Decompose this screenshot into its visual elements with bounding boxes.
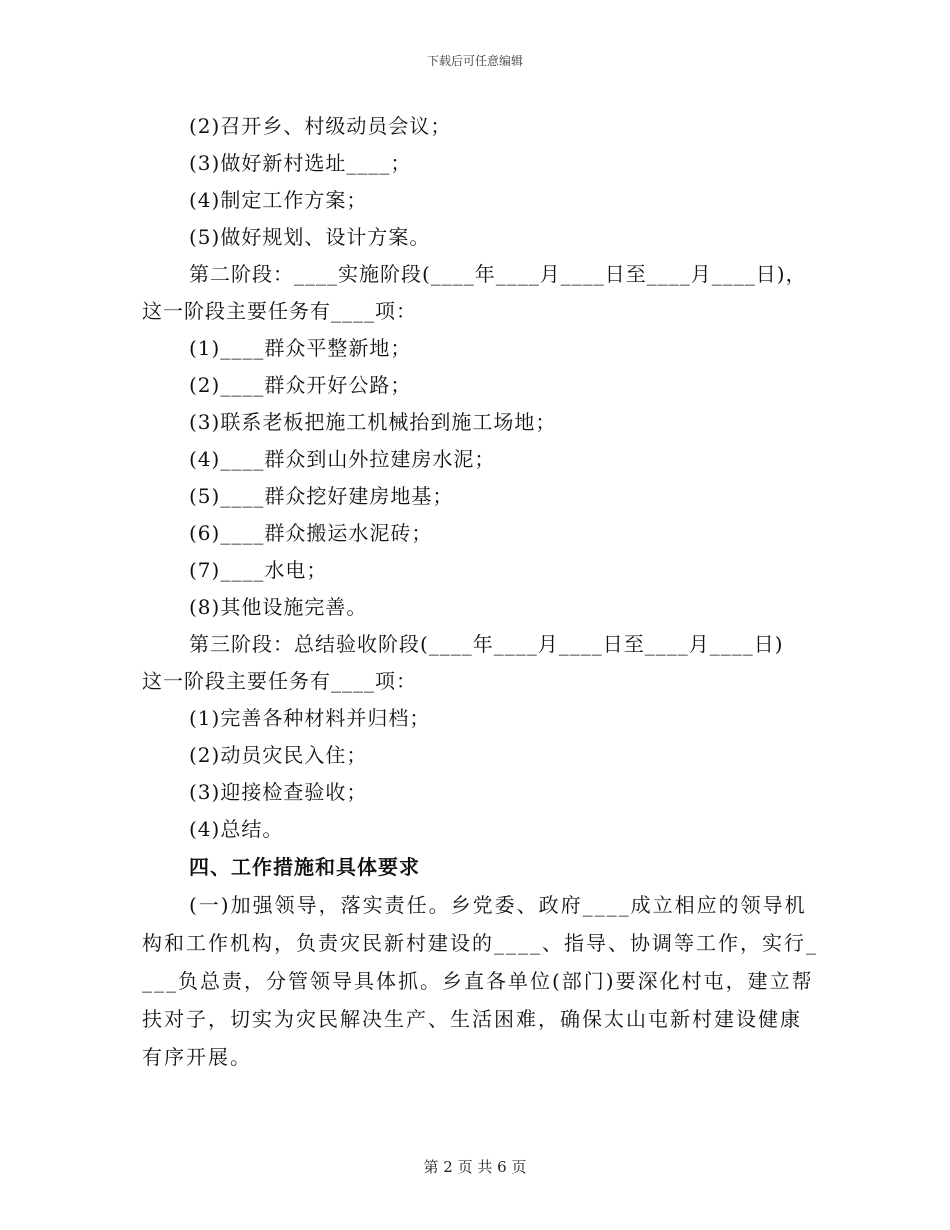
list-item: (1)完善各种材料并归档； xyxy=(189,706,431,730)
list-item: (4)制定工作方案； xyxy=(189,188,368,212)
stage-summary: 这一阶段主要任务有____项： xyxy=(142,669,417,693)
list-item: (1)____群众平整新地； xyxy=(189,336,412,360)
section-heading: 四、工作措施和具体要求 xyxy=(189,855,420,879)
page-footer: 第 2 页 共 6 页 xyxy=(423,1158,527,1176)
list-item: (2)召开乡、村级动员会议； xyxy=(189,114,452,138)
list-item: (5)____群众挖好建房地基； xyxy=(189,484,454,508)
paragraph-line: ___负总责，分管领导具体抓。乡直各单位(部门)要深化村屯，建立帮 xyxy=(142,969,814,993)
paragraph-line: 有序开展。 xyxy=(142,1045,252,1069)
list-item: (7)____水电； xyxy=(189,558,328,582)
list-item: (6)____群众搬运水泥砖； xyxy=(189,521,433,545)
list-item: (5)做好规划、设计方案。 xyxy=(189,225,431,249)
list-item: (2)____群众开好公路； xyxy=(189,373,412,397)
list-item: (4)总结。 xyxy=(189,817,284,841)
stage-heading: 第三阶段：总结验收阶段(____年____月____日至____月____日) xyxy=(189,632,784,656)
stage-heading: 第二阶段：____实施阶段(____年____月____日至____月____日)， xyxy=(189,262,807,286)
list-item: (2)动员灾民入住； xyxy=(189,743,368,767)
list-item: (3)迎接检查验收； xyxy=(189,780,368,804)
list-item: (4)____群众到山外拉建房水泥； xyxy=(189,447,496,471)
page-header: 下载后可任意编辑 xyxy=(426,54,523,68)
paragraph-line: 构和工作机构，负责灾民新村建设的____、指导、协调等工作，实行_ xyxy=(142,931,818,955)
paragraph-line: 扶对子，切实为灾民解决生产、生活困难，确保太山屯新村建设健康 xyxy=(142,1007,802,1031)
list-item: (8)其他设施完善。 xyxy=(189,595,368,619)
stage-summary: 这一阶段主要任务有____项： xyxy=(142,299,417,323)
list-item: (3)做好新村选址____； xyxy=(189,151,412,175)
list-item: (3)联系老板把施工机械抬到施工场地； xyxy=(189,410,557,434)
paragraph-line: (一)加强领导，落实责任。乡党委、政府____成立相应的领导机 xyxy=(189,893,807,917)
